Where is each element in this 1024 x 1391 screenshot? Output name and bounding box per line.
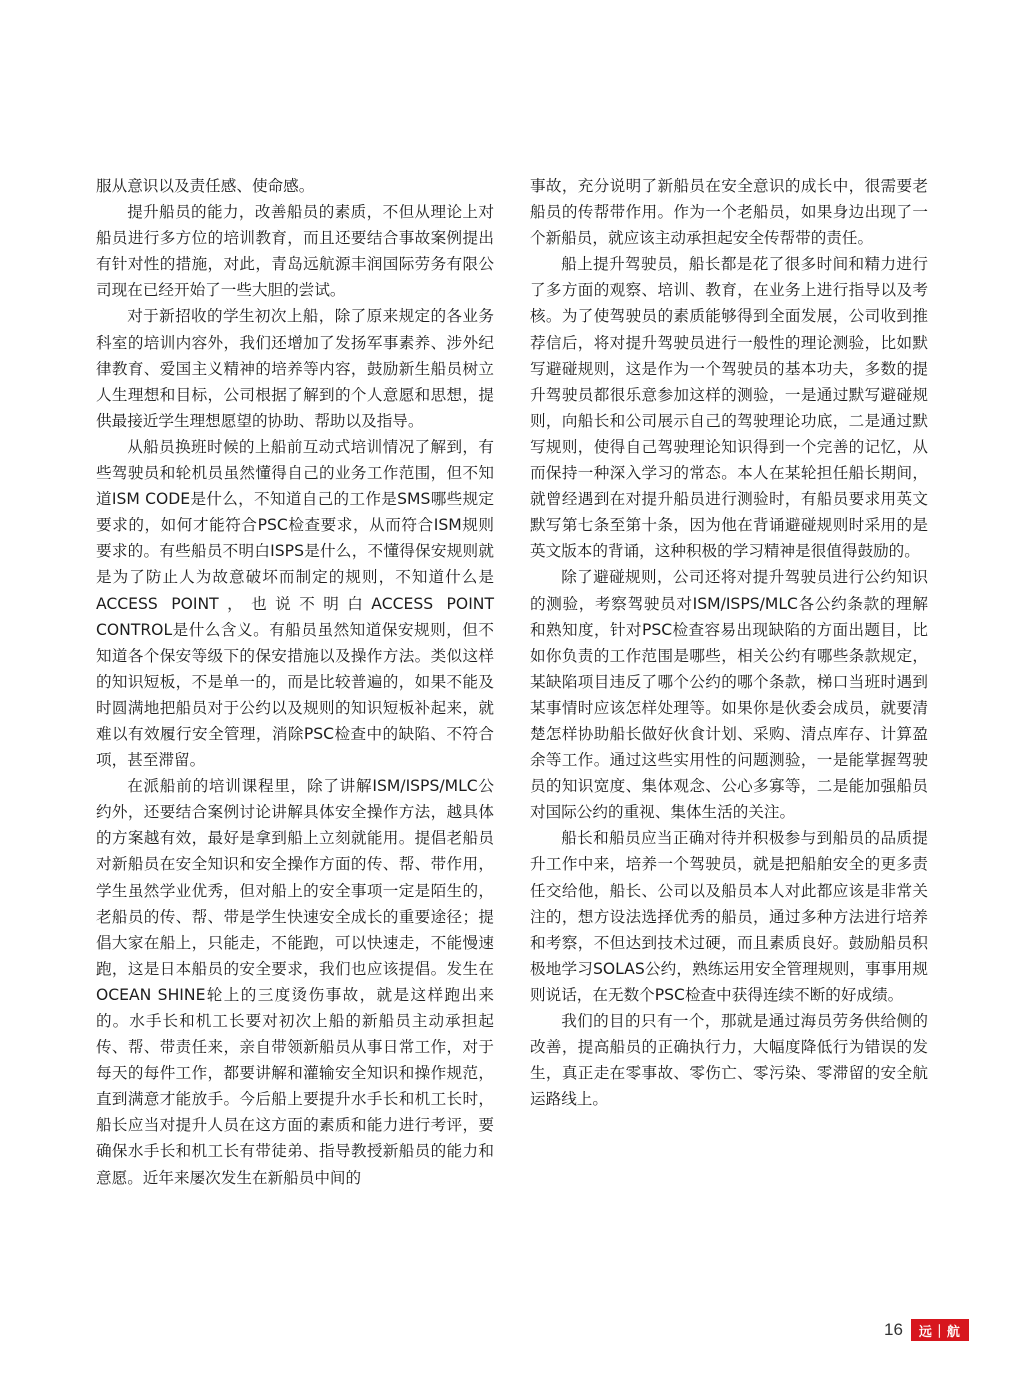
page-footer xyxy=(884,1318,969,1342)
article-left-column xyxy=(96,173,494,1191)
magazine-logo: 远｜航 xyxy=(911,1319,969,1341)
paragraph: 从船员换班时候的上船前互动式培训情况了解到，有些驾驶员和轮机员虽然懂得自己的业务工作范围，但不知道ISM CODE是什么，不知道自己的工作是SMS哪些规定要求的，如何才能符合PSC检查要求，从而符合ISM规则要求的。有些船员不明白ISPS是什么，不懂得保安规则就是为了防止人为故意破坏而制定的规则，不知道什么是ACCESS POINT，也说不明白ACCESS POINT CONTROL是什么含义。有船员虽然知道保安规则，但不知道各个保安等级下的保安措施以及操作方法。类似这样的知识短板，不是单一的，而是比较普遍的，如果不能及时圆满地把船员对于公约以及规则的知识短板补起来，就难以有效履行安全管理，消除PSC检查中的缺陷、不符合项，甚至滞留。 xyxy=(96,437,494,770)
paragraph: 船上提升驾驶员，船长都是花了很多时间和精力进行了多方面的观察、培训、教育，在业务上进行指导以及考核。为了使驾驶员的素质能够得到全面发展，公司收到推荐信后，将对提升驾驶员进行一般性的理论测验，比如默写避碰规则，这是作为一个驾驶员的基本功夫，多数的提升驾驶员都很乐意参加这样的测验，一是通过默写避碰规则，向船长和公司展示自己的驾驶理论功底，二是通过默写规则，使得自己驾驶理论知识得到一个完善的记忆，从而保持一种深入学习的常态。本人在某轮担任船长期间，就曾经遇到在对提升船员进行测验时，有船员要求用英文默写第七条至第十条，因为他在背诵避碰规则时采用的是英文版本的背诵，这种积极的学习精神是很值得鼓励的。 xyxy=(530,255,928,561)
paragraph: 提升船员的能力，改善船员的素质，不但从理论上对船员进行多方位的培训教育，而且还要结合事故案例提出有针对性的措施，对此，青岛远航源丰润国际劳务有限公司现在已经开始了一些大胆的尝试。 xyxy=(96,203,494,300)
page-number: 16 xyxy=(884,1320,903,1339)
article-right-column xyxy=(530,173,928,1112)
paragraph: 除了避碰规则，公司还将对提升驾驶员进行公约知识的测验，考察驾驶员对ISM/ISPS/MLC各公约条款的理解和熟知度，针对PSC检查容易出现缺陷的方面出题目，比如你负责的工作范围是哪些，相关公约有哪些条款规定，某缺陷项目违反了哪个公约的哪个条款，梯口当班时遇到某事情时应该怎样处理等。如果你是伙委会成员，就要清楚怎样协助船长做好伙食计划、采购、清点库存、计算盈余等工作。通过这些实用性的问题测验，一是能掌握驾驶员的知识宽度、集体观念、公心多寡等，二是能加强船员对国际公约的重视、集体生活的关注。 xyxy=(530,568,928,822)
paragraph: 对于新招收的学生初次上船，除了原来规定的各业务科室的培训内容外，我们还增加了发扬军事素养、涉外纪律教育、爱国主义精神的培养等内容，鼓励新生船员树立人生理想和目标，公司根据了解到的个人意愿和思想，提供最接近学生理想愿望的协助、帮助以及指导。 xyxy=(96,307,494,430)
paragraph: 在派船前的培训课程里，除了讲解ISM/ISPS/MLC公约外，还要结合案例讨论讲解具体安全操作方法，越具体的方案越有效，最好是拿到船上立刻就能用。提倡老船员对新船员在安全知识和安全操作方面的传、帮、带作用，学生虽然学业优秀，但对船上的安全事项一定是陌生的，老船员的传、帮、带是学生快速安全成长的重要途径；提倡大家在船上，只能走，不能跑，可以快速走，不能慢速跑，这是日本船员的安全要求，我们也应该提倡。发生在OCEAN SHINE轮上的三度烫伤事故，就是这样跑出来的。水手长和机工长要对初次上船的新船员主动承担起传、帮、带责任来，亲自带领新船员从事日常工作，对于每天的每件工作，都要讲解和灌输安全知识和操作规范，直到满意才能放手。今后船上要提升水手长和机工长时，船长应当对提升人员在这方面的素质和能力进行考评，要确保水手长和机工长有带徒弟、指导教授新船员的能力和意愿。近年来屡次发生在新船员中间的 xyxy=(96,777,494,1187)
paragraph: 服从意识以及责任感、使命感。 xyxy=(96,177,315,195)
paragraph: 事故，充分说明了新船员在安全意识的成长中，很需要老船员的传帮带作用。作为一个老船员，如果身边出现了一个新船员，就应该主动承担起安全传帮带的责任。 xyxy=(530,177,928,248)
paragraph: 我们的目的只有一个，那就是通过海员劳务供给侧的改善，提高船员的正确执行力，大幅度降低行为错误的发生，真正走在零事故、零伤亡、零污染、零滞留的安全航运路线上。 xyxy=(530,1012,928,1109)
paragraph: 船长和船员应当正确对待并积极参与到船员的品质提升工作中来，培养一个驾驶员，就是把船舶安全的更多责任交给他，船长、公司以及船员本人对此都应该是非常关注的，想方设法选择优秀的船员，通过多种方法进行培养和考察，不但达到技术过硬，而且素质良好。鼓励船员积极地学习SOLAS公约，熟练运用安全管理规则，事事用规则说话，在无数个PSC检查中获得连续不断的好成绩。 xyxy=(530,829,928,1004)
